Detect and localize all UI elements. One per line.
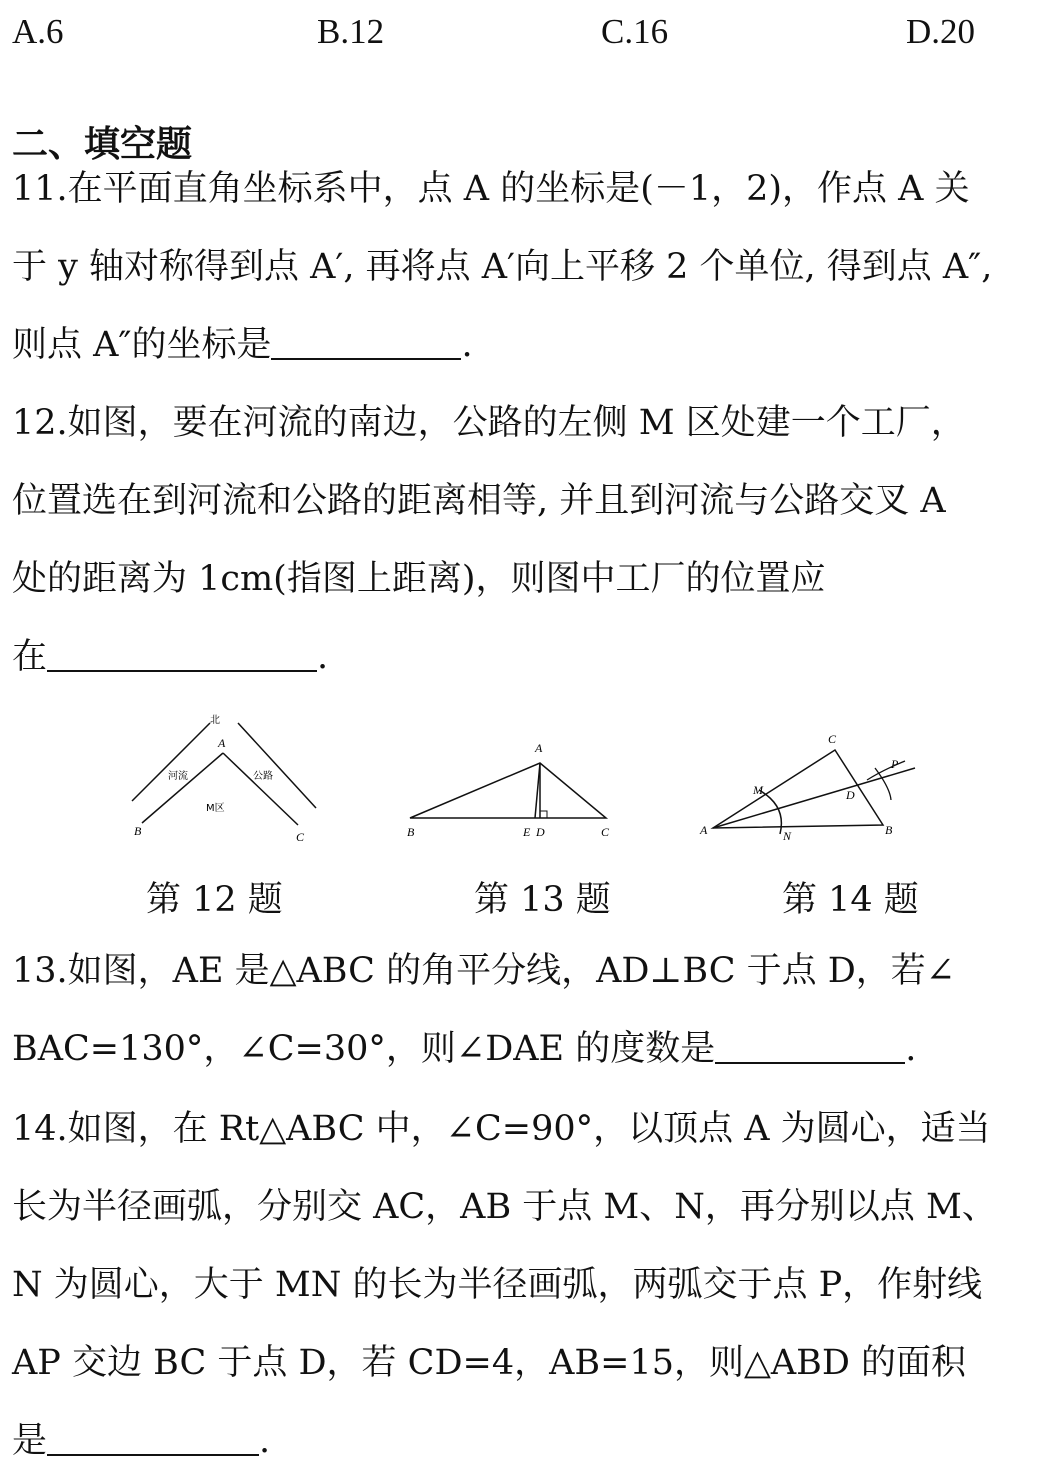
- fig14-label-d: D: [846, 788, 855, 802]
- q13-period: .: [905, 1029, 917, 1069]
- right-angle-mark: [540, 811, 547, 818]
- q12-line-2: 位置选在到河流和公路的距离相等, 并且到河流与公路交叉 A: [12, 481, 946, 521]
- fig14-label-b: B: [885, 823, 893, 837]
- ray-ap: [713, 768, 915, 828]
- q14-line-2: 长为半径画弧，分别交 AC，AB 于点 M、N，再分别以点 M、: [12, 1187, 997, 1227]
- triangle-abc: [410, 763, 606, 818]
- triangle-abc: [713, 750, 883, 828]
- caption-figure-13: 第 13 题: [474, 880, 611, 920]
- fig12-label-a: A: [218, 736, 226, 750]
- q13-line-2: [12, 1029, 917, 1069]
- figure-14: [695, 728, 925, 848]
- q11-period: .: [461, 325, 473, 365]
- option-d: D.20: [906, 12, 976, 51]
- q14-period: .: [259, 1421, 271, 1461]
- caption-figure-14: 第 14 题: [782, 880, 919, 920]
- q12-line-1: 12.如图，要在河流的南边，公路的左侧 M 区处建一个工厂，: [12, 403, 966, 443]
- arc-p-1: [875, 768, 891, 800]
- fig12-label-c: C: [296, 830, 305, 844]
- q14-answer-blank[interactable]: [47, 1424, 259, 1456]
- fig14-label-a: A: [700, 823, 708, 837]
- q14-line-1: 14.如图，在 Rt△ABC 中，∠C=90°，以顶点 A 为圆心，适当: [12, 1109, 991, 1149]
- q14-line-3: N 为圆心，大于 MN 的长为半径画弧，两弧交于点 P，作射线: [12, 1265, 983, 1305]
- q12-period: .: [317, 637, 329, 677]
- section-title: 二、填空题: [12, 124, 193, 165]
- fig13-label-d: D: [536, 825, 545, 839]
- road-outer-line: [238, 723, 316, 808]
- option-b: B.12: [317, 12, 385, 51]
- q11-answer-blank[interactable]: [271, 328, 461, 360]
- q12-line-4: [12, 637, 329, 677]
- fig12-label-b: B: [134, 824, 142, 838]
- fig12-label-north: 北: [210, 715, 220, 726]
- fig12-label-m: M区: [206, 803, 225, 814]
- figure-12: [120, 705, 330, 850]
- figure-13: [400, 735, 620, 845]
- q12-answer-blank[interactable]: [47, 640, 317, 672]
- q12-line-4-text: 在: [12, 637, 48, 677]
- caption-figure-12: 第 12 题: [146, 880, 283, 920]
- q14-line-5-text: 是: [12, 1421, 48, 1461]
- q14-line-5: [12, 1421, 271, 1461]
- fig13-label-a: A: [535, 741, 543, 755]
- q11-line-3: [12, 325, 473, 365]
- option-a: A.6: [12, 12, 64, 51]
- fig14-label-n: N: [783, 829, 792, 843]
- fig14-label-c: C: [828, 732, 837, 746]
- fig12-label-road: 公路: [253, 771, 273, 782]
- river-outer-line: [132, 723, 210, 801]
- option-c: C.16: [601, 12, 669, 51]
- fig13-label-b: B: [407, 825, 415, 839]
- fig13-label-e: E: [523, 825, 531, 839]
- road-inner-line: [223, 753, 298, 825]
- q13-answer-blank[interactable]: [715, 1032, 905, 1064]
- q13-line-2-text: BAC=130°，∠C=30°，则∠DAE 的度数是: [12, 1029, 716, 1069]
- fig14-label-p: P: [891, 757, 899, 771]
- q14-line-4: AP 交边 BC 于点 D，若 CD=4，AB=15，则△ABD 的面积: [12, 1343, 967, 1383]
- fig13-label-c: C: [601, 825, 610, 839]
- fig14-label-m: M: [753, 783, 763, 797]
- q11-line-3-text: 则点 A″的坐标是: [12, 325, 272, 365]
- q12-line-3: 处的距离为 1cm(指图上距离)，则图中工厂的位置应: [12, 559, 826, 599]
- q11-line-2: 于 y 轴对称得到点 A′, 再将点 A′向上平移 2 个单位, 得到点 A″,: [12, 247, 993, 287]
- q11-line-1: 11.在平面直角坐标系中，点 A 的坐标是(－1，2)，作点 A 关: [12, 169, 970, 209]
- q13-line-1: 13.如图，AE 是△ABC 的角平分线，AD⊥BC 于点 D，若∠: [12, 951, 956, 991]
- fig12-label-river: 河流: [168, 771, 188, 782]
